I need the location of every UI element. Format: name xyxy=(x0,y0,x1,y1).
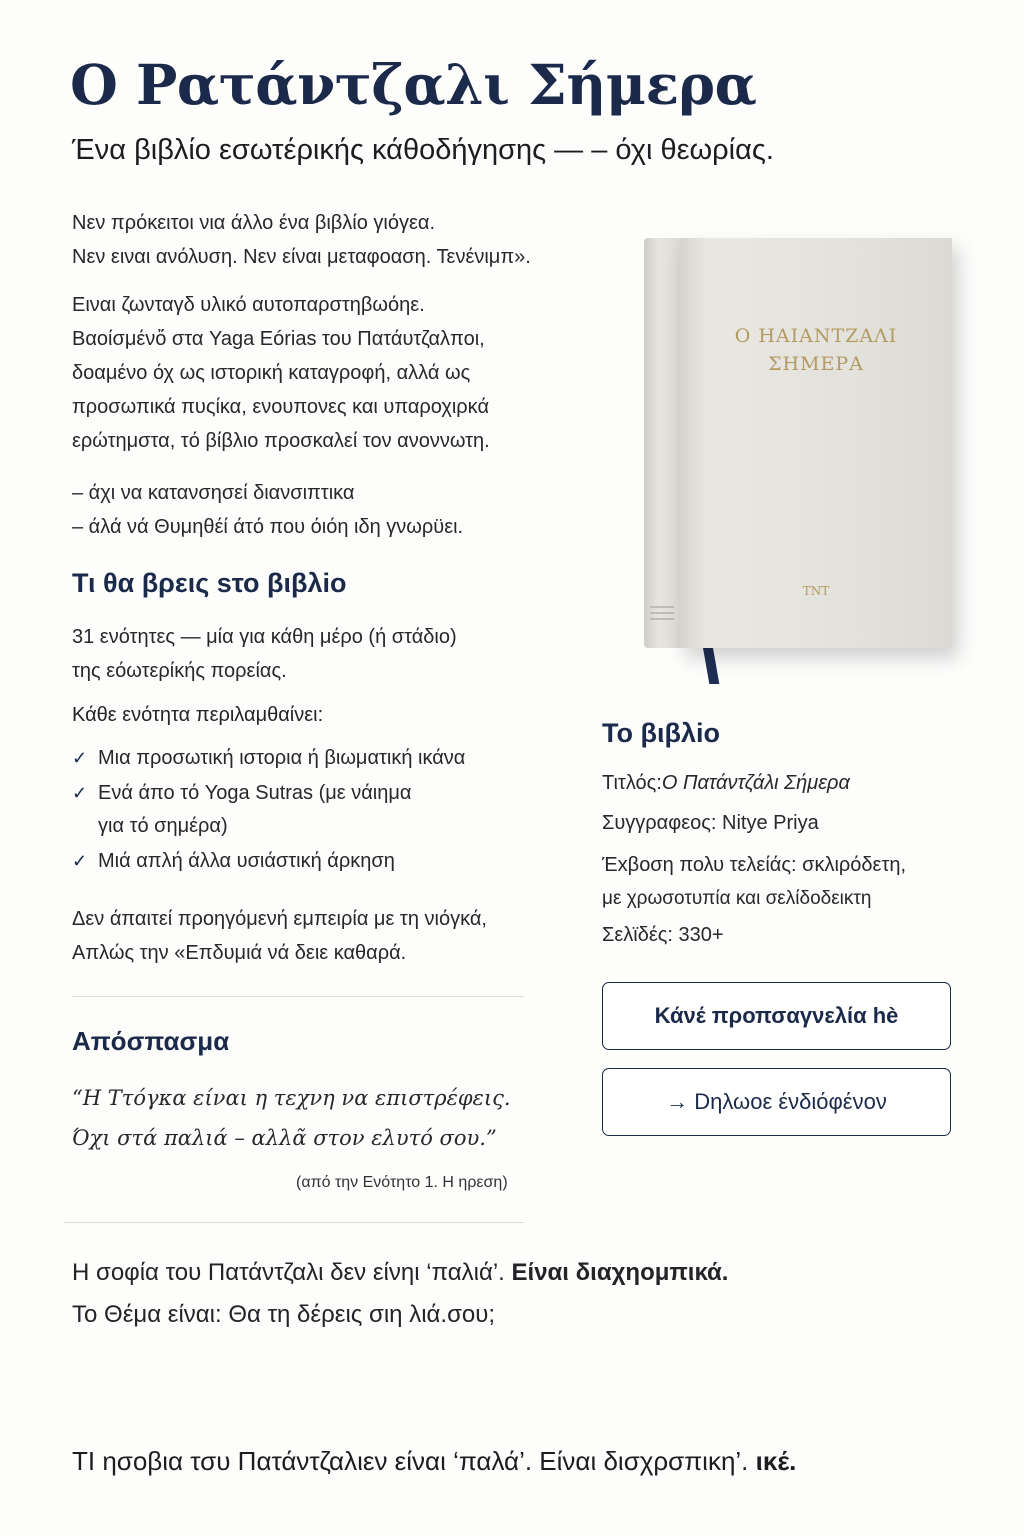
intro-line: Νεν πρόκειτοι νια άλλο ένα βιβλίο γιόγεα. xyxy=(72,212,436,234)
subtitle: Ένα βιβλίο εσωτέρικής κάθοδήγησης — – όχι θεωρίας. xyxy=(72,134,774,166)
divider xyxy=(72,996,524,997)
closing-text: Η σοφία του Πατάντζαλι δεν είνηι ‘παλιά’. xyxy=(72,1259,505,1286)
intro-line: – άλά νά Θυμηθέί άτό που όιόη ιδη γνωρϋει. xyxy=(72,516,464,538)
sections-line: 31 ενότητες — μία για κάθη μέρο (ή στάδιο) xyxy=(72,626,457,648)
sections-line: της εόωτερίκής πορείας. xyxy=(72,660,287,682)
book-pages-label: Σελϊδές: xyxy=(602,924,673,946)
intro-line: Βαοίσμένὄ στα Yaga Eórias του Πατάυτζαλποι, xyxy=(72,328,485,350)
cover-title-line: Ο ΗΑΙΑΝΤΖΑΛΙ xyxy=(734,325,898,347)
book-edition-value: σκλιρόδετη, xyxy=(802,854,907,876)
quote-source: (από την Ενότητο 1. Η ηρεση) xyxy=(296,1174,508,1191)
book-author-value: Nitye Priya xyxy=(722,812,819,834)
section-heading-book: Το βιβλio xyxy=(602,718,720,748)
footer-bold-tail: ικέ. xyxy=(755,1446,797,1476)
intro-line: Ειναι ζωνταγδ υλικό αυτοπαρστηβωόηε. xyxy=(72,294,425,316)
quote-line: Όχι στά παλιά – αλλᾶ στον ελυτό σου.” xyxy=(72,1126,497,1150)
book-title-row xyxy=(602,766,850,800)
note-line: Απλώς την «Επδυμιά νά δειε καθαρά. xyxy=(72,942,407,964)
book-edition-details: με χρωσοτυπία και σελίδοδεικτη xyxy=(602,888,872,909)
book-edition-row xyxy=(602,848,906,916)
list-item-text-continued: για τό σημέρα) xyxy=(98,815,228,837)
sections-description xyxy=(72,620,457,688)
intro-line: – άχι να κατανσησεί διανσιπτικα xyxy=(72,482,355,504)
includes-label: Κάθε ενότητα περιλαμθαίνει: xyxy=(72,704,324,726)
closing-line-2: Το Θέμα είναι: Θα τη δέρεις σιη λιά.σου; xyxy=(72,1301,496,1328)
book-pages-value: 330+ xyxy=(678,924,724,946)
intro-paragraph-1 xyxy=(72,206,531,274)
book-cover-image xyxy=(644,238,954,684)
list-item-text: Μιά απλή άλλα υσιάστική άρκηση xyxy=(98,850,395,872)
feature-checklist xyxy=(72,742,465,880)
book-title-label: Τιτλός: xyxy=(602,772,662,794)
list-item-text: Μια προσωτική ιστορια ή βιωματική ικάνα xyxy=(98,747,466,769)
closing-statement xyxy=(72,1252,728,1336)
checkmark-icon: ✓ xyxy=(72,783,88,803)
list-item xyxy=(72,742,465,775)
closing-emphasis: Είναι διαχηομπικά. xyxy=(511,1259,729,1286)
book-author-row xyxy=(602,806,819,840)
intro-paragraph-3 xyxy=(72,476,463,544)
book-author-label: Συγγραφεος: xyxy=(602,812,717,834)
footer-statement xyxy=(72,1446,796,1477)
divider xyxy=(64,1222,524,1223)
cover-title-line: ΣΗΜΕΡΑ xyxy=(768,353,864,375)
list-item xyxy=(72,845,465,878)
quote-line: “Η Ττόγκα είναι η τεχνη να επιστρέφεις. xyxy=(72,1086,511,1110)
intro-line: Νεν ειναι ανόλυση. Νεν είναι μεταφοαση. Τενένιμπ». xyxy=(72,246,531,268)
book-pages-row xyxy=(602,918,724,952)
excerpt-quote xyxy=(72,1078,511,1158)
section-heading-contents: Τι θα βρεις sτο βιβλio xyxy=(72,568,347,598)
intro-line: ερώτημστα, τό βίβλιο προσκαλεί τον ανοννωτη. xyxy=(72,430,490,452)
checkmark-icon: ✓ xyxy=(72,851,88,871)
list-item-text: Ενά άπο τό Yoga Sutras (με νάιημα xyxy=(98,782,412,804)
spine-decoration xyxy=(650,606,674,624)
intro-paragraph-2 xyxy=(72,288,490,458)
book-spine xyxy=(644,238,680,648)
no-experience-note xyxy=(72,902,487,970)
footer-text: ΤΙ ησοβια τσυ Πατάντζαλιεν είναι ‘παλά’. Είναι δισχρσπικη’. xyxy=(72,1446,749,1476)
intro-line: προσωπικά πυςίκα, ενουπονες και υπαροχιρκά xyxy=(72,396,490,418)
note-line: Δεν άπαιτεί προηγόμενή εμπειρία με τη νιόγκά, xyxy=(72,908,487,930)
checkmark-icon: ✓ xyxy=(72,748,88,768)
book-cover-title xyxy=(680,322,952,378)
bookmark-ribbon xyxy=(703,646,720,684)
closing-line-1 xyxy=(72,1252,728,1294)
list-item xyxy=(72,777,465,843)
page-title: Ο Ρατάντζαλι Σήμερα xyxy=(70,52,757,117)
intro-line: δοαμένο όχ ως ιστορική καταγροφή, αλλά ως xyxy=(72,362,471,384)
section-heading-excerpt: Απόσπασμα xyxy=(72,1026,230,1056)
publisher-logo: ΤΝΤ xyxy=(802,584,830,598)
declare-interest-button[interactable]: → Dηλωοε ένδιόφένον xyxy=(602,1068,951,1136)
preorder-button[interactable]: Κάνέ προπσαγνελία hè xyxy=(602,982,951,1050)
book-edition-label: Έxβοση πολυ τελείάς: xyxy=(602,854,797,876)
book-title-value: Ο Πατάντζάλι Σήμερα xyxy=(661,772,850,794)
